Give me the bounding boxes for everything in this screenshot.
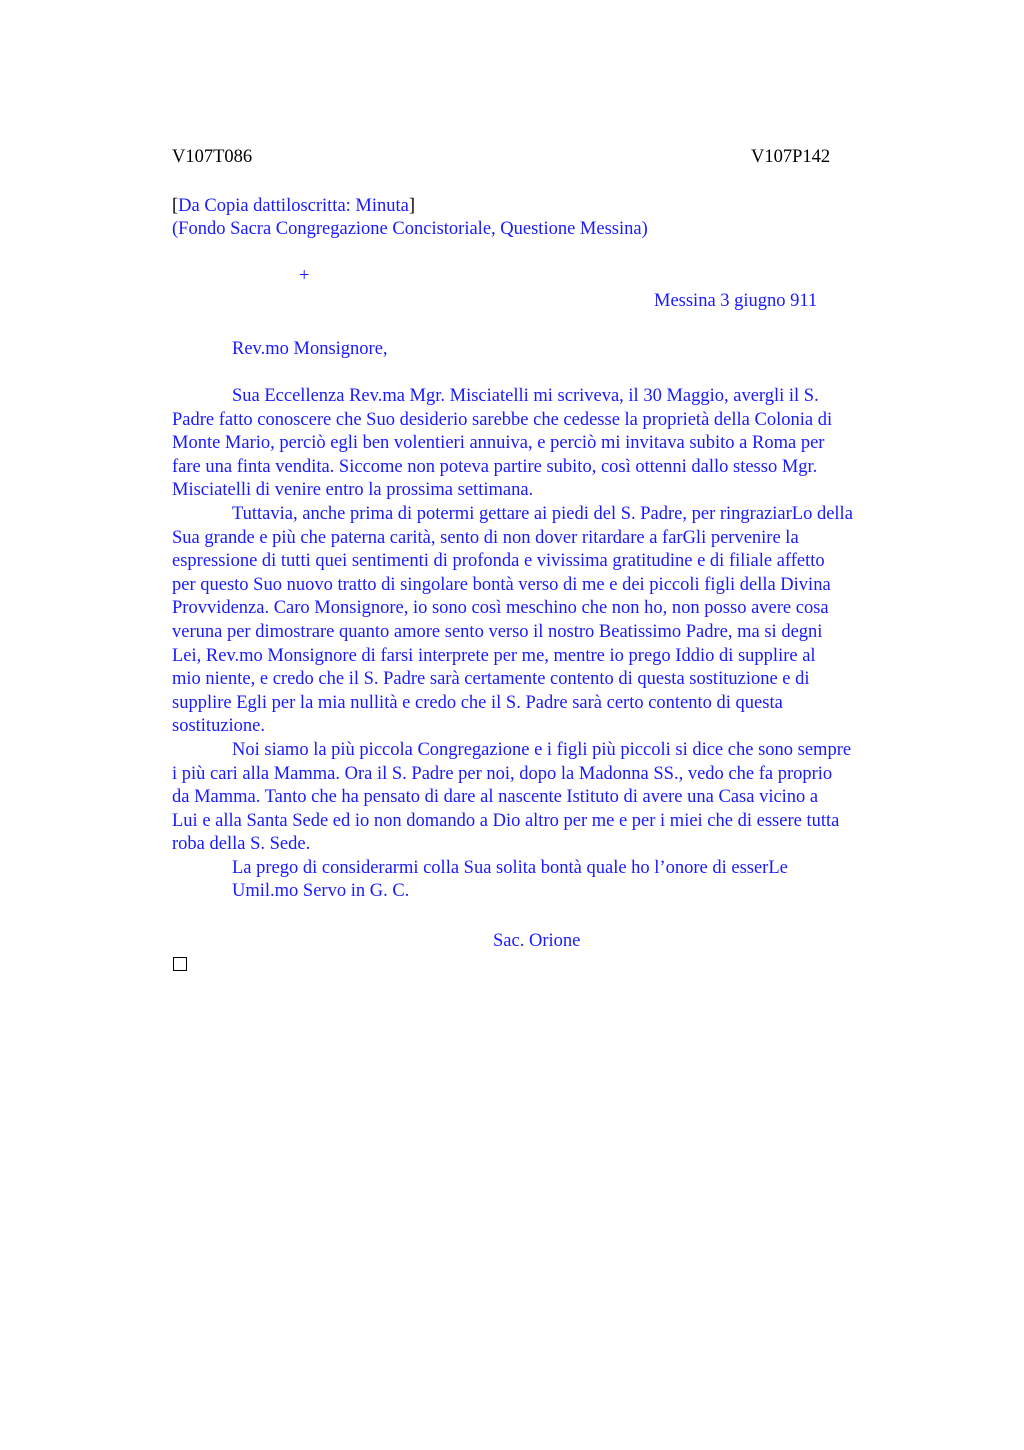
body-line: Misciatelli di venire entro la prossima settimana.: [172, 480, 534, 501]
body-line: i più cari alla Mamma. Ora il S. Padre per noi, dopo la Madonna SS., vedo che fa proprio: [172, 763, 833, 784]
body-line: Provvidenza. Caro Monsignore, io sono così meschino che non ho, non posso avere cosa: [172, 598, 829, 619]
source-close-bracket: ]: [408, 196, 416, 216]
document-code-left: V107T086: [172, 147, 253, 167]
salutation: Rev.mo Monsignore,: [232, 339, 388, 359]
body-line: veruna per dimostrare quanto amore sento verso il nostro Beatissimo Padre, ma si degni: [172, 621, 823, 642]
body-line: Noi siamo la più piccola Congregazione e i figli più piccoli si dice che sono sempre: [232, 739, 852, 760]
body-line: Lei, Rev.mo Monsignore di farsi interprete per me, mentre io prego Iddio di supplire al: [172, 645, 816, 666]
body-line: da Mamma. Tanto che ha pensato di dare al nascente Istituto di avere una Casa vicino a: [172, 787, 819, 808]
body-line: supplire Egli per la mia nullità e credo che il S. Padre sarà certo contento di questa: [172, 692, 783, 713]
source-label: Da Copia dattiloscritta: Minuta: [178, 196, 409, 216]
closing-servant-line: Umil.mo Servo in G. C.: [232, 881, 410, 902]
body-line: espressione di tutti quei sentimenti di profonda e vivissima gratitudine e di filiale affetto: [172, 551, 825, 572]
body-line: sostituzione.: [172, 716, 266, 737]
body-line: Sua Eccellenza Rev.ma Mgr. Misciatelli mi scriveva, il 30 Maggio, avergli il S.: [232, 386, 819, 406]
checkbox-square-icon: [173, 957, 187, 971]
body-line: roba della S. Sede.: [172, 834, 311, 855]
source-open-bracket: [: [172, 196, 179, 216]
body-line: fare una finta vendita. Siccome non poteva partire subito, così ottenni dallo stesso Mgr.: [172, 456, 818, 477]
body-line: Padre fatto conoscere che Suo desiderio sarebbe che cedesse la proprietà della Colonia di: [172, 409, 833, 430]
signature: Sac. Orione: [493, 931, 581, 951]
document-code-right: V107P142: [751, 147, 831, 167]
fondo-note: (Fondo Sacra Congregazione Concistoriale, Questione Messina): [172, 219, 648, 239]
closing-line: La prego di considerarmi colla Sua solita bontà quale ho l’onore di esserLe: [232, 857, 788, 878]
source-note: [172, 195, 415, 219]
letter-body: [172, 385, 932, 904]
body-line: Lui e alla Santa Sede ed io non domando a Dio altro per me e per i miei che di essere tutta: [172, 810, 840, 831]
body-line: mio niente, e credo che il S. Padre sarà certamente contento di questa sostituzione e di: [172, 669, 810, 690]
body-line: Tuttavia, anche prima di potermi gettare ai piedi del S. Padre, per ringraziarLo della: [232, 503, 853, 524]
cross-mark: +: [299, 266, 310, 286]
dateline: Messina 3 giugno 911: [654, 291, 818, 311]
body-line: Sua grande e più che paterna carità, sento di non dover ritardare a farGli pervenire la: [172, 527, 799, 548]
body-line: Monte Mario, perciò egli ben volentieri annuiva, e perciò mi invitava subito a Roma per: [172, 433, 825, 454]
body-line: per questo Suo nuovo tratto di singolare bontà verso di me e dei piccoli figli della Divina: [172, 574, 831, 595]
